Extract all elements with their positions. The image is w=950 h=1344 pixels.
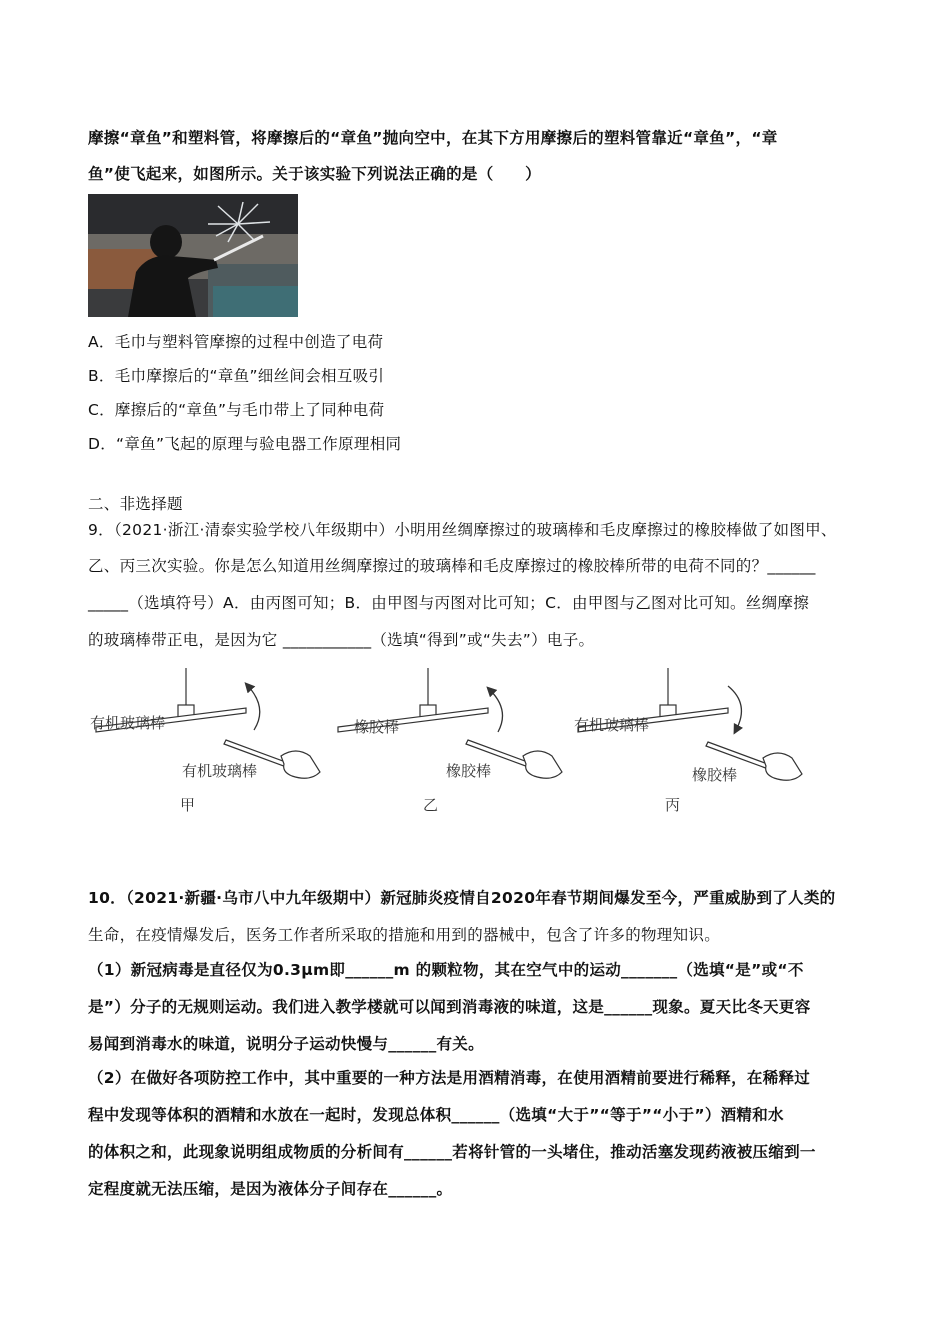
- figure-bing-hung-label: 有机玻璃棒: [574, 716, 650, 734]
- figure-jia-hung-label: 有机玻璃棒: [90, 714, 166, 732]
- figure-yi-caption: 乙: [423, 796, 439, 814]
- experiment-photo-image: [88, 194, 298, 317]
- figure-bing-caption: 丙: [665, 796, 681, 814]
- q10-line-8: 的体积之和，此现象说明组成物质的分析间有______若将针管的一头堵住，推动活塞发现药液被压缩到一: [88, 1143, 816, 1161]
- figure-jia-caption: 甲: [180, 796, 196, 814]
- q9-diagram: [86, 660, 826, 820]
- q8-line-2: 鱼”使飞起来，如图所示。关于该实验下列说法正确的是（ ）: [88, 165, 541, 183]
- q8-option-b: B．毛巾摩擦后的“章鱼”细丝间会相互吸引: [88, 367, 385, 385]
- q8-option-a: A．毛巾与塑料管摩擦的过程中创造了电荷: [88, 333, 384, 351]
- section-title: 二、非选择题: [88, 495, 183, 513]
- figure-yi: [338, 668, 562, 814]
- q9-line-3: _____（选填符号）A．由丙图可知；B．由甲图与丙图对比可知；C．由甲图与乙图对比可知。丝绸摩擦: [88, 594, 810, 612]
- figure-yi-hung-label: 橡胶棒: [354, 718, 400, 736]
- q10-line-2: 生命，在疫情爆发后，医务工作者所采取的措施和用到的器械中，包含了许多的物理知识。: [88, 926, 721, 944]
- q10-line-3: （1）新冠病毒是直径仅为0.3μm即______m 的颗粒物，其在空气中的运动_______（选填“是”或“不: [88, 961, 804, 979]
- q8-option-c: C．摩擦后的“章鱼”与毛巾带上了同种电荷: [88, 401, 385, 419]
- q9-line-4: 的玻璃棒带正电，是因为它 ___________（选填“得到”或“失去”）电子。: [88, 631, 595, 649]
- experiment-photo: [88, 194, 298, 317]
- q10-line-1: 10．（2021·新疆·乌市八中九年级期中）新冠肺炎疫情自2020年春节期间爆发至今，严重威胁到了人类的: [88, 889, 836, 907]
- figure-bing: [574, 668, 802, 814]
- q10-line-9: 定程度就无法压缩，是因为液体分子间存在______。: [88, 1180, 453, 1198]
- figure-jia-held-label: 有机玻璃棒: [182, 762, 258, 780]
- q8-line-1: 摩擦“章鱼”和塑料管，将摩擦后的“章鱼”抛向空中，在其下方用摩擦后的塑料管靠近“章鱼”，“章: [88, 129, 778, 147]
- figure-jia: [90, 668, 320, 814]
- q10-line-5: 易闻到消毒水的味道，说明分子运动快慢与______有关。: [88, 1035, 484, 1053]
- q9-line-2: 乙、丙三次实验。你是怎么知道用丝绸摩擦过的玻璃棒和毛皮摩擦过的橡胶棒所带的电荷不同的？______: [88, 557, 816, 575]
- q9-diagram-svg: [86, 660, 826, 820]
- q10-line-7: 程中发现等体积的酒精和水放在一起时，发现总体积______（选填“大于”“等于”“小于”）酒精和水: [88, 1106, 784, 1124]
- q9-line-1: 9．（2021·浙江·清泰实验学校八年级期中）小明用丝绸摩擦过的玻璃棒和毛皮摩擦过的橡胶棒做了如图甲、: [88, 521, 837, 539]
- q8-option-d: D．“章鱼”飞起的原理与验电器工作原理相同: [88, 435, 402, 453]
- q10-line-6: （2）在做好各项防控工作中，其中重要的一种方法是用酒精消毒，在使用酒精前要进行稀释，在稀释过: [88, 1069, 811, 1087]
- figure-yi-held-label: 橡胶棒: [446, 762, 492, 780]
- figure-bing-held-label: 橡胶棒: [692, 766, 738, 784]
- q10-line-4: 是”）分子的无规则运动。我们进入教学楼就可以闻到消毒液的味道，这是______现象。夏天比冬天更容: [88, 998, 811, 1016]
